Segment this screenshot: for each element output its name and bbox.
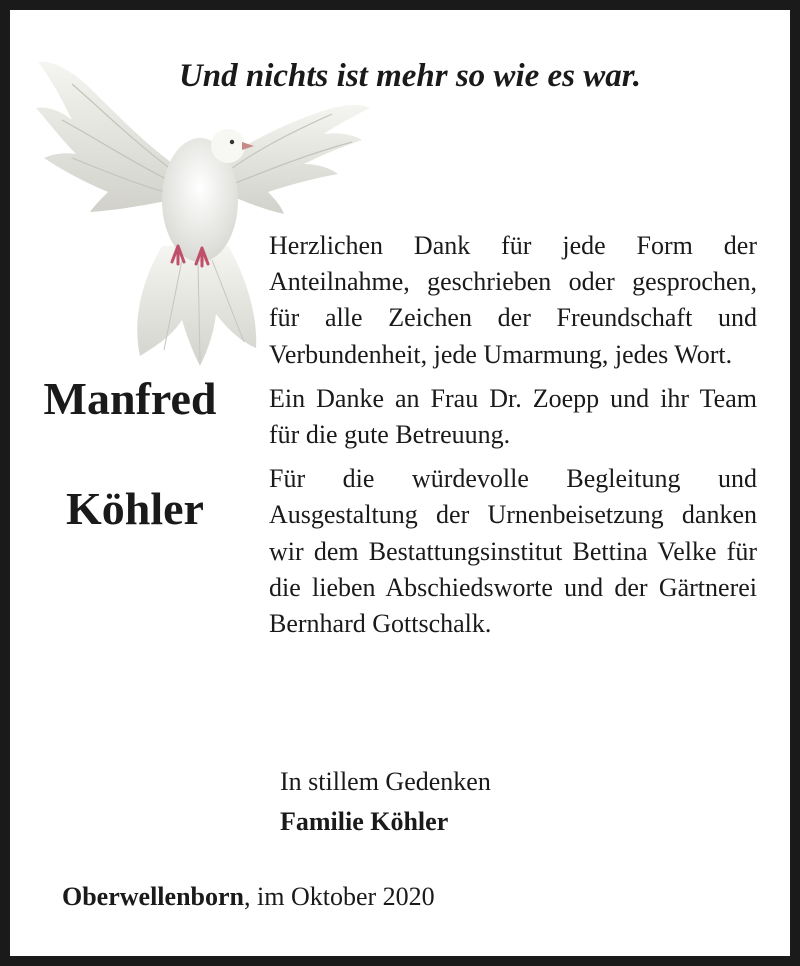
place: Oberwellenborn [62, 882, 244, 911]
signature: Familie Köhler [280, 807, 449, 836]
date: , im Oktober 2020 [244, 882, 435, 911]
deceased-last-name: Köhler [66, 483, 204, 534]
paragraph-thanks: Herzlichen Dank für jede Form der Anteilnahme, geschrieben oder gesprochen, für alle Zeichen der Freundschaft und Verbundenheit, jede Umarmung, jedes Wort. [269, 231, 757, 369]
place-date [62, 882, 435, 912]
headline-text: Und nichts ist mehr so wie es war. [178, 58, 642, 94]
paragraph-doctor: Ein Danke an Frau Dr. Zoepp und ihr Team für die gute Betreuung. [269, 383, 757, 450]
closing-line: In stillem Gedenken [280, 767, 491, 796]
deceased-first-name: Manfred [43, 373, 217, 424]
paragraph-funeral: Für die würdevolle Begleitung und Ausgestaltung der Urnenbeisetzung danken wir dem Bestattungsinstitut Bettina Velke für die lieben Abschiedsworte und der Gärtnerei Bernhard Gottschalk. [269, 464, 757, 639]
closing [280, 762, 491, 842]
thank-you-text [269, 228, 757, 650]
